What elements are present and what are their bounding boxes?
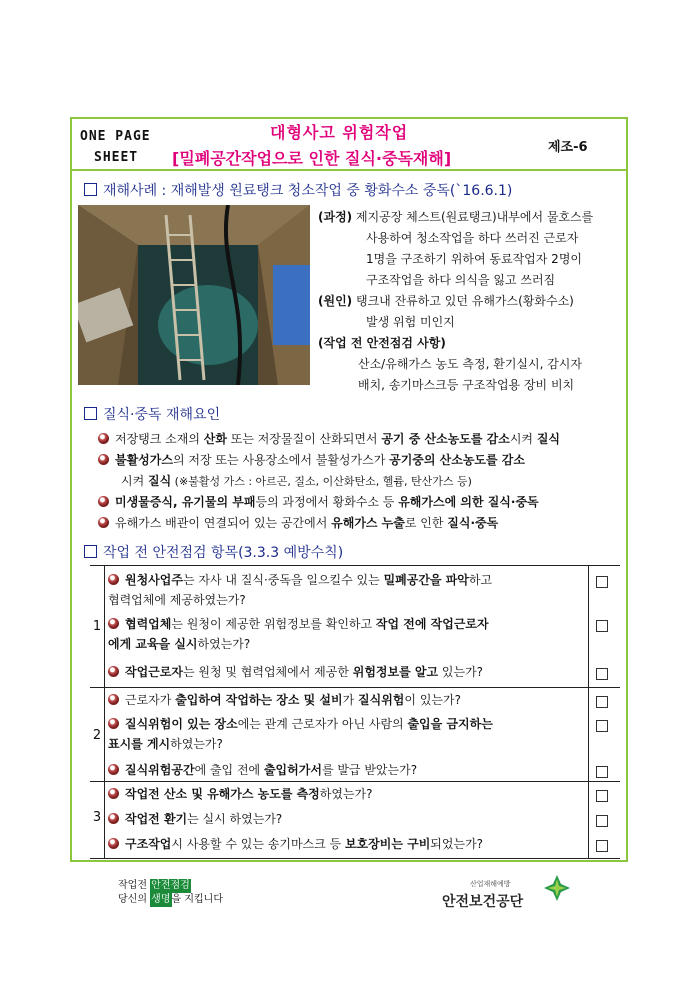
square-bullet-icon: [84, 183, 97, 196]
cause-line: 탱크내 잔류하고 있던 유해가스(황화수소): [355, 294, 574, 308]
checkbox[interactable]: [596, 668, 608, 680]
checklist-item: 원청사업주는 자사 내 질식·중독을 일으킬수 있는 밀폐공간을 파악하고 협력업체에 제공하였는가?: [108, 573, 493, 607]
check-line: 배치, 송기마스크등 구조작업용 장비 비치: [358, 378, 575, 392]
one-page-text: ONE PAGE: [80, 129, 151, 144]
checkbox[interactable]: [596, 620, 608, 632]
checklist-group-2: [90, 687, 620, 782]
bullet-icon: [108, 788, 119, 799]
org-name: 안전보건공단: [442, 894, 524, 910]
checkbox[interactable]: [596, 790, 608, 802]
bullet-icon: [98, 517, 109, 528]
check-label: (작업 전 안전점검 사항): [318, 336, 446, 350]
checklist-item: 구조작업시 사용할 수 있는 송기마스크 등 보호장비는 구비되었는가?: [108, 834, 586, 854]
factors-list: [98, 429, 628, 534]
cause-block: [318, 291, 574, 333]
highlight-life: 생명: [151, 894, 171, 905]
checkbox[interactable]: [596, 576, 608, 588]
square-bullet-icon: [84, 407, 97, 420]
checkbox[interactable]: [596, 720, 608, 732]
highlight-safety: 안전점검: [151, 880, 190, 891]
kosha-logo-icon: [542, 873, 572, 903]
process-line: 제지공장 체스트(원료탱크)내부에서 물호스를: [355, 210, 594, 224]
checkbox[interactable]: [596, 840, 608, 852]
checklist-table: [90, 565, 620, 865]
bullet-icon: [108, 838, 119, 849]
factor-item: 유해가스 배관이 연결되어 있는 공간에서 유해가스 누출로 인한 질식·중독: [98, 513, 628, 534]
factor-item: 불활성가스의 저장 또는 사용장소에서 불활성가스가 공기중의 산소농도를 감소: [98, 450, 628, 471]
bullet-icon: [98, 454, 109, 465]
bullet-icon: [108, 718, 119, 729]
bullet-icon: [108, 694, 119, 705]
process-block: [318, 207, 593, 291]
checklist-item: 작업전 산소 및 유해가스 농도를 측정하였는가?: [108, 784, 586, 804]
group-number: 3: [92, 810, 102, 825]
factors-heading: 질식·중독 재해요인: [84, 404, 220, 424]
check-block: [318, 333, 582, 396]
sub-title: [밀폐공간작업으로 인한 질식·중독재해]: [172, 149, 452, 168]
footer-slogan: 작업전 안전점검 당신의 생명을 지킵니다: [118, 880, 223, 905]
factor-item-cont: 시켜 질식 (※불활성 가스 : 아르곤, 질소, 이산화탄소, 헬륨, 탄산가스 등): [121, 474, 472, 488]
bullet-icon: [108, 618, 119, 629]
checklist-item: 협력업체는 원청이 제공한 위험정보를 확인하고 작업 전에 작업근로자 에게 교육을 실시하였는가?: [108, 617, 489, 651]
process-line: 사용하여 청소작업을 하다 쓰러진 근로자: [366, 231, 579, 245]
group-number: 1: [92, 619, 102, 634]
one-page-sheet-label: [80, 126, 151, 168]
checkbox[interactable]: [596, 696, 608, 708]
process-label: (과정): [318, 210, 353, 224]
bullet-icon: [108, 813, 119, 824]
checklist-group-3: [90, 781, 620, 859]
checkbox[interactable]: [596, 766, 608, 778]
bullet-icon: [108, 574, 119, 585]
factor-item: 미생물증식, 유기물의 부패등의 과정에서 황화수소 등 유해가스에 의한 질식·중독: [98, 492, 628, 513]
org-subtitle: 산업재해예방: [470, 880, 511, 888]
bullet-icon: [98, 496, 109, 507]
doc-code: 제조-6: [548, 140, 588, 155]
checklist-group-1: [90, 565, 620, 688]
checklist-heading: 작업 전 안전점검 항목(3.3.3 예방수칙): [84, 542, 343, 562]
bullet-icon: [108, 666, 119, 677]
main-title: 대형사고 위험작업: [270, 123, 409, 142]
sheet-text: SHEET: [94, 150, 139, 165]
checklist-item: 근로자가 출입하여 작업하는 장소 및 설비가 질식위험이 있는가?: [108, 690, 586, 710]
checklist-item: 작업근로자는 원청 및 협력업체에서 제공한 위험정보를 알고 있는가?: [108, 662, 586, 682]
square-bullet-icon: [84, 545, 97, 558]
process-line: 구조작업을 하다 의식을 잃고 쓰러짐: [366, 273, 556, 287]
check-line: 산소/유해가스 농도 측정, 환기실시, 감시자: [358, 357, 582, 371]
group-number: 2: [92, 728, 102, 743]
checkbox[interactable]: [596, 815, 608, 827]
cause-label: (원인): [318, 294, 353, 308]
bullet-icon: [98, 433, 109, 444]
bullet-icon: [108, 764, 119, 775]
cause-line: 발생 위험 미인지: [366, 315, 455, 329]
checklist-item: 질식위험공간에 출입 전에 출입허가서를 발급 받았는가?: [108, 760, 586, 780]
checklist-item: 질식위험이 있는 장소에는 관계 근로자가 아닌 사람의 출입을 금지하는 표시를 게시하였는가?: [108, 717, 493, 751]
process-line: 1명을 구조하기 위하여 동료작업자 2명이: [366, 252, 583, 266]
checklist-item: 작업전 환기는 실시 하였는가?: [108, 809, 586, 829]
factor-item: 저장탱크 소재의 산화 또는 저장물질이 산화되면서 공기 중 산소농도를 감소시켜 질식: [98, 429, 628, 450]
tank-photo: [78, 205, 310, 385]
case-heading: 재해사례 : 재해발생 원료탱크 청소작업 중 황화수소 중독(`16.6.1): [84, 180, 512, 200]
